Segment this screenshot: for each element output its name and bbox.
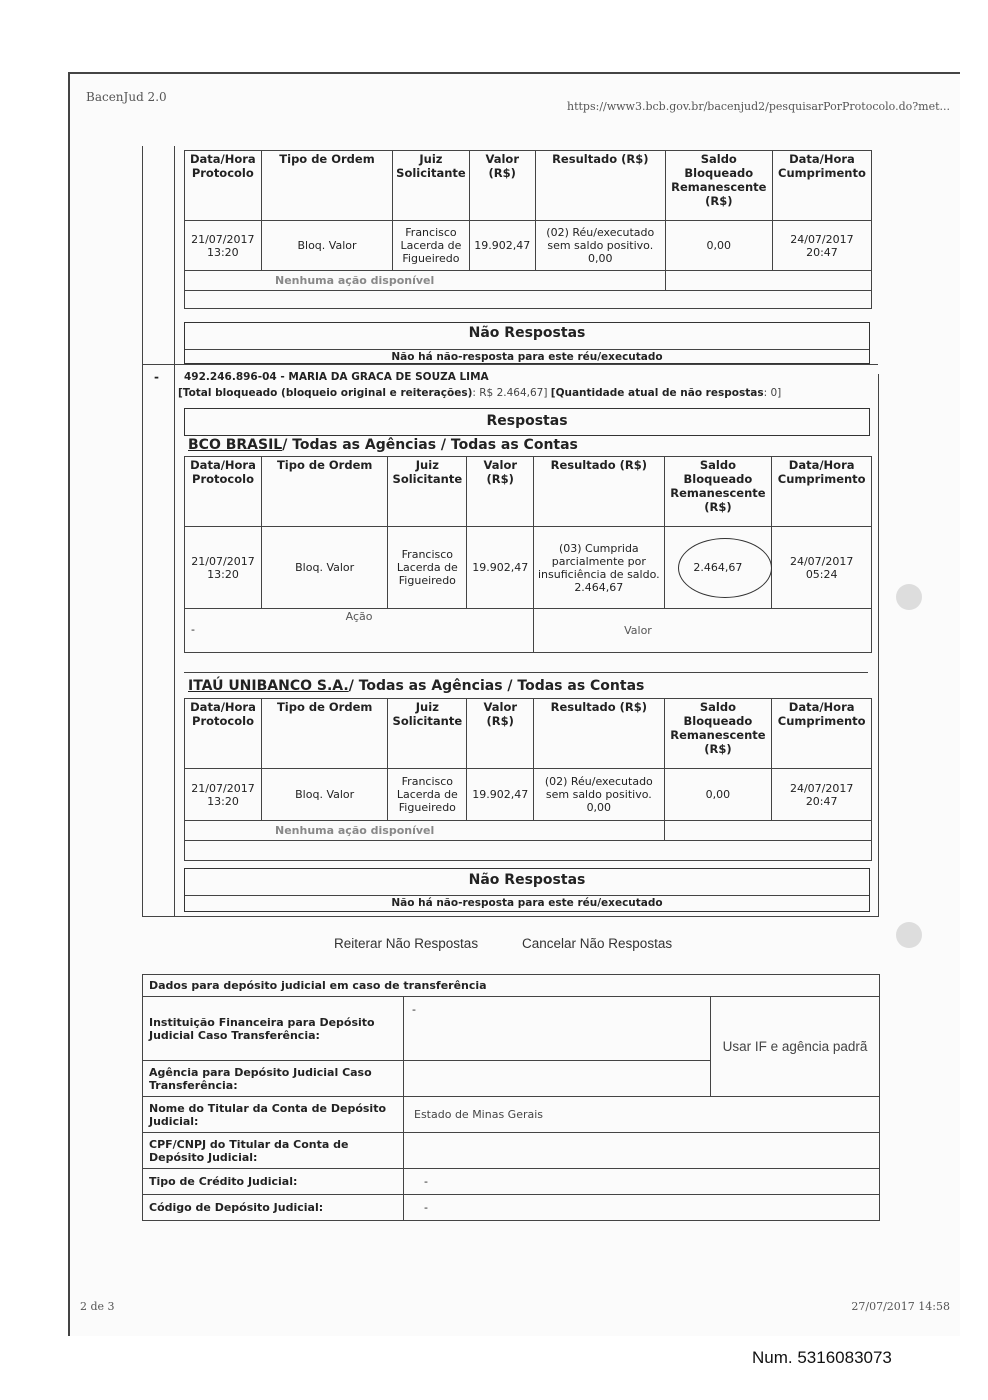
cpf-label: CPF/CNPJ do Titular da Conta de Depósito Judicial:	[143, 1133, 404, 1169]
nao-respostas-text: Não há não-resposta para este réu/executado	[185, 349, 869, 363]
cell-juiz: Francisco Lacerda de Figueiredo	[393, 221, 469, 271]
agencia-label: Agência para Depósito Judicial Caso Transferência:	[143, 1061, 404, 1097]
cell-tipo: Bloq. Valor	[262, 769, 388, 821]
col-juiz: Juiz Solicitante	[388, 699, 467, 769]
person-dash[interactable]: -	[154, 370, 159, 384]
cell-cumprimento: 24/07/2017 20:47	[772, 769, 872, 821]
inner-frame	[174, 146, 175, 916]
cell-protocolo: 21/07/2017 13:20	[185, 769, 262, 821]
person-total-line	[178, 387, 781, 399]
cell-valor: 19.902,47	[469, 221, 535, 271]
empty-row	[185, 841, 872, 861]
bank1-table	[184, 456, 872, 653]
cell-cumprimento: 24/07/2017 20:47	[772, 221, 871, 271]
col-valor: Valor (R$)	[469, 151, 535, 221]
bottom-frame	[142, 916, 879, 917]
titular-label: Nome do Titular da Conta de Depósito Judicial:	[143, 1097, 404, 1133]
col-cumprimento: Data/Hora Cumprimento	[772, 457, 872, 527]
bank2-header	[188, 678, 644, 694]
nao-respostas-box-bank2	[184, 868, 870, 912]
bank2-name[interactable]: ITAÚ UNIBANCO S.A.	[188, 678, 349, 694]
deposito-title: Dados para depósito judicial em caso de transferência	[143, 975, 880, 997]
person-name: 492.246.896-04 - MARIA DA GRACA DE SOUZA LIMA	[184, 371, 489, 383]
bank2-suffix: / Todas as Agências / Todas as Contas	[348, 678, 645, 694]
col-valor: Valor (R$)	[467, 699, 534, 769]
cell-protocolo: 21/07/2017 13:20	[185, 527, 262, 609]
printed-page	[68, 72, 960, 1336]
outer-frame	[142, 146, 143, 916]
acao-cell	[185, 609, 534, 653]
cell-saldo: 2.464,67	[664, 527, 772, 609]
col-saldo: Saldo Bloqueado Remanescente (R$)	[665, 151, 772, 221]
top-result-table	[184, 150, 872, 309]
respostas-box	[184, 408, 870, 436]
cell-tipo: Bloq. Valor	[261, 221, 393, 271]
acao-value: -	[191, 623, 195, 636]
cell-protocolo: 21/07/2017 13:20	[185, 221, 262, 271]
col-juiz: Juiz Solicitante	[388, 457, 467, 527]
inst-value[interactable]: -	[404, 997, 711, 1061]
inst-label: Instituição Financeira para Depósito Judicial Caso Transferência:	[143, 997, 404, 1061]
nao-respostas-title: Não Respostas	[468, 325, 586, 341]
col-valor: Valor (R$)	[467, 457, 534, 527]
header-title: BacenJud 2.0	[86, 90, 167, 104]
titular-value[interactable]: Estado de Minas Gerais	[404, 1097, 880, 1133]
cell-juiz: Francisco Lacerda de Figueiredo	[388, 527, 467, 609]
no-action-text: Nenhuma ação disponível	[185, 821, 665, 841]
col-tipo: Tipo de Ordem	[262, 699, 388, 769]
no-action-text: Nenhuma ação disponível	[185, 271, 666, 291]
nao-respostas-text: Não há não-resposta para este réu/executado	[185, 895, 869, 909]
cancelar-link[interactable]: Cancelar Não Respostas	[522, 936, 673, 951]
empty-cell	[664, 821, 871, 841]
empty-row	[185, 291, 872, 309]
tipo-credito-value[interactable]: -	[404, 1169, 880, 1195]
reiterar-link[interactable]: Reiterar Não Respostas	[334, 936, 479, 951]
cell-cumprimento: 24/07/2017 05:24	[772, 527, 872, 609]
col-protocolo: Data/Hora Protocolo	[185, 457, 262, 527]
nao-respostas-box-top	[184, 322, 870, 364]
col-saldo: Saldo Bloqueado Remanescente (R$)	[664, 699, 772, 769]
qtd-value: : 0]	[763, 387, 782, 399]
deposito-table	[142, 974, 880, 1221]
bank2-table	[184, 698, 872, 861]
bank2-divider	[184, 672, 868, 673]
cell-saldo: 0,00	[664, 769, 772, 821]
punch-hole	[896, 922, 922, 948]
col-cumprimento: Data/Hora Cumprimento	[772, 699, 872, 769]
usar-if-button[interactable]: Usar IF e agência padrã	[711, 997, 880, 1097]
valor-cell: Valor	[534, 609, 872, 653]
acao-label: Ação	[345, 610, 373, 623]
footer-page: 2 de 3	[80, 1300, 115, 1313]
codigo-label: Código de Depósito Judicial:	[143, 1195, 404, 1221]
handwritten-circle	[678, 538, 772, 598]
punch-hole	[896, 584, 922, 610]
cell-juiz: Francisco Lacerda de Figueiredo	[388, 769, 467, 821]
col-saldo: Saldo Bloqueado Remanescente (R$)	[664, 457, 772, 527]
cell-tipo: Bloq. Valor	[262, 527, 388, 609]
cell-resultado: (02) Réu/executado sem saldo positivo. 0,00	[534, 769, 664, 821]
respostas-title: Respostas	[486, 413, 568, 429]
col-tipo: Tipo de Ordem	[261, 151, 393, 221]
col-protocolo: Data/Hora Protocolo	[185, 699, 262, 769]
cell-valor: 19.902,47	[467, 527, 534, 609]
col-resultado: Resultado (R$)	[534, 457, 664, 527]
bank1-suffix: / Todas as Agências / Todas as Contas	[282, 437, 578, 453]
col-juiz: Juiz Solicitante	[393, 151, 469, 221]
cell-valor: 19.902,47	[467, 769, 534, 821]
document-number: Num. 5316083073	[752, 1348, 892, 1367]
cell-resultado: (03) Cumprida parcialmente por insuficiência de saldo. 2.464,67	[534, 527, 664, 609]
bank1-name[interactable]: BCO BRASIL	[188, 437, 283, 453]
agencia-value[interactable]	[404, 1061, 711, 1097]
cpf-value[interactable]	[404, 1133, 880, 1169]
nao-respostas-title: Não Respostas	[468, 872, 586, 888]
total-label: [Total bloqueado (bloqueio original e reiterações)	[178, 387, 473, 399]
bank1-header	[188, 437, 578, 453]
qtd-label: [Quantidade atual de não respostas	[550, 387, 764, 399]
col-resultado: Resultado (R$)	[534, 699, 664, 769]
person-divider	[142, 364, 878, 365]
cell-saldo: 0,00	[665, 221, 772, 271]
codigo-value[interactable]: -	[404, 1195, 880, 1221]
cell-resultado: (02) Réu/executado sem saldo positivo. 0,00	[535, 221, 665, 271]
total-value: : R$ 2.464,67]	[472, 387, 551, 399]
col-protocolo: Data/Hora Protocolo	[185, 151, 262, 221]
footer-datetime: 27/07/2017 14:58	[851, 1300, 950, 1313]
col-resultado: Resultado (R$)	[535, 151, 665, 221]
right-frame	[878, 374, 879, 916]
col-tipo: Tipo de Ordem	[262, 457, 388, 527]
col-cumprimento: Data/Hora Cumprimento	[772, 151, 871, 221]
tipo-credito-label: Tipo de Crédito Judicial:	[143, 1169, 404, 1195]
header-url[interactable]: https://www3.bcb.gov.br/bacenjud2/pesquisarPorProtocolo.do?met...	[567, 100, 950, 113]
empty-cell	[665, 271, 871, 291]
